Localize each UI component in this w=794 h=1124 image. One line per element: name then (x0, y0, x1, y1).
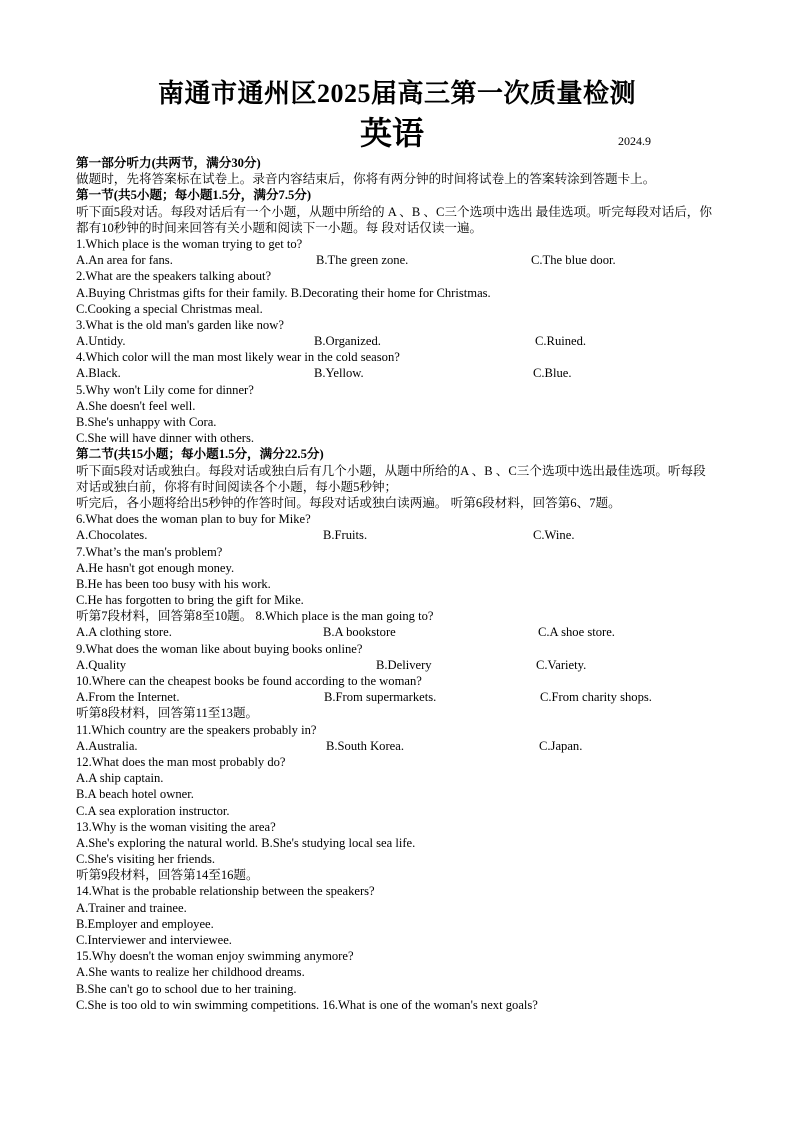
option-row (76, 657, 726, 673)
option-b: B.Employer and employee. (76, 916, 214, 931)
option-c: C.She will have dinner with others. (76, 431, 255, 446)
section2-instruction: 听下面5段对话或独白。每段对话或独白后有几个小题，从题中所给的A 、B 、C三个选项中选出最佳选项。听每段对话或独白前，你将有时间阅读各个小题，每小题5秒钟； (76, 463, 706, 494)
option-c: C.Blue. (533, 366, 572, 381)
exam-date: 2024.9 (618, 134, 651, 148)
question-stem: 13.Why is the woman visiting the area? (76, 819, 276, 834)
question-stem: 5.Why won't Lily come for dinner? (76, 382, 254, 397)
subject-title: 英语 (360, 115, 425, 151)
option-a: A.From the Internet. (76, 690, 180, 705)
option-a: A.Untidy. (76, 334, 126, 349)
option-a: A.He hasn't got enough money. (76, 560, 235, 575)
option-c: C.Wine. (533, 528, 575, 543)
section1-heading: 第一节(共5小题；每小题1.5分，满分7.5分) (76, 188, 312, 203)
option-c: C.He has forgotten to bring the gift for Mike. (76, 593, 304, 608)
question-stem: 15.Why doesn't the woman enjoy swimming anymore? (76, 949, 354, 964)
option-a: A.Chocolates. (76, 528, 148, 543)
question-stem: 11.Which country are the speakers probably in? (76, 722, 317, 737)
question-stem: 10.Where can the cheapest books be found according to the woman? (76, 674, 422, 689)
option-c: C.She's visiting her friends. (76, 852, 216, 867)
option-b: B.A beach hotel owner. (76, 787, 194, 802)
option-b: B.Organized. (314, 334, 381, 349)
question-stem: 4.Which color will the man most likely wear in the cold season? (76, 350, 400, 365)
option-c: C.Interviewer and interviewee. (76, 933, 232, 948)
option-c: C.The blue door. (531, 253, 616, 268)
option-row (76, 689, 726, 705)
question-stem: 7.What’s the man's problem? (76, 544, 223, 559)
option-a: A.She wants to realize her childhood dreams. (76, 965, 305, 980)
option-c: C.A sea exploration instructor. (76, 803, 230, 818)
section2-heading: 第二节(共15小题；每小题1.5分，满分22.5分) (76, 447, 324, 462)
option-row (76, 252, 726, 268)
option-b: B.Yellow. (314, 366, 364, 381)
exam-content (76, 155, 726, 1013)
option-b: B.South Korea. (326, 738, 405, 753)
option-ab: A.Buying Christmas gifts for their family. B.Decorating their home for Christmas. (76, 285, 491, 300)
option-c: C.Japan. (539, 738, 583, 753)
question-stem: 12.What does the man most probably do? (76, 754, 286, 769)
option-a: A.A ship captain. (76, 771, 164, 786)
option-c: C.Ruined. (535, 334, 587, 349)
option-c: C.Cooking a special Christmas meal. (76, 301, 263, 316)
option-b: B.Delivery (376, 657, 432, 672)
option-b: B.From supermarkets. (324, 690, 437, 705)
question-stem: 3.What is the old man's garden like now? (76, 317, 284, 332)
option-a: A.Quality (76, 657, 127, 672)
option-a: A.Australia. (76, 738, 138, 753)
option-row (76, 527, 726, 543)
option-a: A.An area for fans. (76, 253, 173, 268)
exam-title: 南通市通州区2025届高三第一次质量检测 (157, 79, 636, 108)
option-row (76, 333, 726, 349)
option-row (76, 624, 726, 640)
part1-instruction: 做题时，先将答案标在试卷上。录音内容结束后，你将有两分钟的时间将试卷上的答案转涂到答题卡上。 (76, 172, 656, 187)
option-row (76, 365, 726, 381)
option-b: B.She's unhappy with Cora. (76, 415, 217, 430)
option-a: A.She doesn't feel well. (76, 398, 196, 413)
material-note: 听第8段材料，回答第11至13题。 (76, 706, 259, 721)
question-stem: 14.What is the probable relationship between the speakers? (76, 884, 375, 899)
option-b: B.The green zone. (316, 253, 409, 268)
option-b: B.A bookstore (323, 625, 396, 640)
material-note: 听第9段材料，回答第14至16题。 (76, 868, 259, 883)
part1-heading: 第一部分听力(共两节，满分30分) (76, 156, 261, 170)
option-c: C.A shoe store. (538, 625, 615, 640)
question-stem: 1.Which place is the woman trying to get to? (76, 236, 303, 251)
question-stem: 2.What are the speakers talking about? (76, 269, 272, 284)
option-c: C.Variety. (536, 657, 587, 672)
option-c: C.She is too old to win swimming competitions. 16.What is one of the woman's next goals? (76, 997, 538, 1012)
question-stem: 听第7段材料，回答第8至10题。 8.Which place is the man going to? (76, 609, 434, 624)
option-row (76, 738, 726, 754)
option-a: A.Black. (76, 366, 121, 381)
option-ab: A.She's exploring the natural world. B.She's studying local sea life. (76, 835, 416, 850)
option-b: B.She can't go to school due to her training. (76, 981, 297, 996)
option-b: B.He has been too busy with his work. (76, 576, 271, 591)
question-stem: 6.What does the woman plan to buy for Mike? (76, 512, 311, 527)
option-a: A.A clothing store. (76, 625, 172, 640)
option-a: A.Trainer and trainee. (76, 900, 187, 915)
section1-instruction: 听下面5段对话。每段对话后有一个小题，从题中所给的 A 、B 、C三个选项中选出 最佳选项。听完每段对话后，你都有10秒钟的时间来回答有关小题和阅读下一小题。每 段对话仅读一遍。 (76, 204, 712, 235)
option-c: C.From charity shops. (540, 690, 652, 705)
option-b: B.Fruits. (323, 528, 368, 543)
section2-instruction-2: 听完后，各小题将给出5秒钟的作答时间。每段对话或独白读两遍。 听第6段材料，回答第6、7题。 (76, 495, 621, 510)
question-stem: 9.What does the woman like about buying books online? (76, 641, 363, 656)
